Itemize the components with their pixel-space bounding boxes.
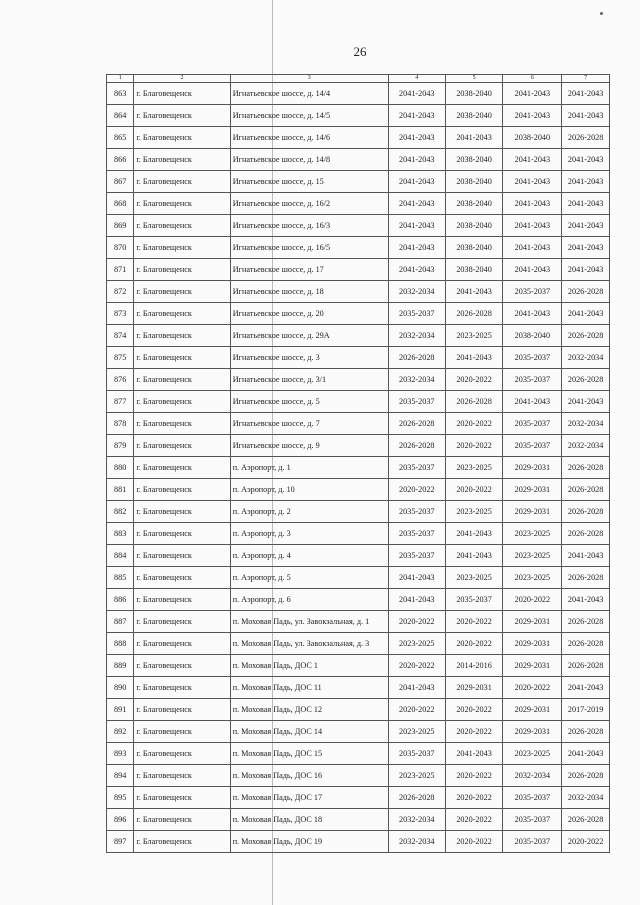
period-cell: 2035-2037 [388, 391, 445, 413]
address-cell: Игнатьевское шоссе, д. 16/3 [230, 215, 388, 237]
period-cell: 2041-2043 [388, 171, 445, 193]
city-cell: г. Благовещенск [134, 303, 230, 325]
table-row [107, 699, 610, 721]
row-number: 878 [107, 413, 134, 435]
row-number: 874 [107, 325, 134, 347]
row-number: 864 [107, 105, 134, 127]
period-cell: 2041-2043 [503, 193, 562, 215]
header-cell: 1 [107, 75, 134, 83]
table-row [107, 149, 610, 171]
header-cell: 6 [503, 75, 562, 83]
period-cell: 2032-2034 [388, 369, 445, 391]
period-cell: 2032-2034 [388, 281, 445, 303]
address-cell: п. Аэропорт, д. 2 [230, 501, 388, 523]
address-cell: п. Аэропорт, д. 6 [230, 589, 388, 611]
city-cell: г. Благовещенск [134, 743, 230, 765]
period-cell: 2026-2028 [388, 347, 445, 369]
period-cell: 2041-2043 [388, 127, 445, 149]
period-cell: 2029-2031 [503, 457, 562, 479]
row-number: 873 [107, 303, 134, 325]
row-number: 866 [107, 149, 134, 171]
table-row [107, 655, 610, 677]
period-cell: 2041-2043 [562, 259, 610, 281]
table-row [107, 171, 610, 193]
address-cell: Игнатьевское шоссе, д. 14/4 [230, 83, 388, 105]
table-row [107, 215, 610, 237]
period-cell: 2041-2043 [503, 83, 562, 105]
header-cell: 4 [388, 75, 445, 83]
period-cell: 2020-2022 [445, 809, 503, 831]
period-cell: 2041-2043 [562, 391, 610, 413]
period-cell: 2041-2043 [388, 589, 445, 611]
period-cell: 2035-2037 [503, 369, 562, 391]
row-number: 870 [107, 237, 134, 259]
period-cell: 2026-2028 [562, 721, 610, 743]
period-cell: 2023-2025 [503, 743, 562, 765]
period-cell: 2026-2028 [562, 479, 610, 501]
period-cell: 2041-2043 [503, 391, 562, 413]
table-row [107, 391, 610, 413]
row-number: 876 [107, 369, 134, 391]
address-cell: п. Моховая Падь, ДОС 15 [230, 743, 388, 765]
address-cell: Игнатьевское шоссе, д. 3/1 [230, 369, 388, 391]
period-cell: 2023-2025 [503, 523, 562, 545]
city-cell: г. Благовещенск [134, 699, 230, 721]
row-number: 888 [107, 633, 134, 655]
period-cell: 2026-2028 [445, 303, 503, 325]
period-cell: 2041-2043 [562, 171, 610, 193]
period-cell: 2026-2028 [388, 787, 445, 809]
address-cell: Игнатьевское шоссе, д. 29А [230, 325, 388, 347]
table-row [107, 567, 610, 589]
table-row [107, 347, 610, 369]
period-cell: 2023-2025 [388, 633, 445, 655]
address-cell: Игнатьевское шоссе, д. 20 [230, 303, 388, 325]
period-cell: 2032-2034 [562, 787, 610, 809]
address-cell: п. Моховая Падь, ДОС 19 [230, 831, 388, 853]
city-cell: г. Благовещенск [134, 171, 230, 193]
period-cell: 2032-2034 [388, 831, 445, 853]
period-cell: 2020-2022 [445, 413, 503, 435]
period-cell: 2020-2022 [445, 699, 503, 721]
period-cell: 2041-2043 [388, 215, 445, 237]
city-cell: г. Благовещенск [134, 105, 230, 127]
row-number: 877 [107, 391, 134, 413]
address-cell: п. Моховая Падь, ДОС 16 [230, 765, 388, 787]
period-cell: 2035-2037 [503, 809, 562, 831]
period-cell: 2029-2031 [503, 611, 562, 633]
period-cell: 2038-2040 [445, 193, 503, 215]
period-cell: 2035-2037 [503, 347, 562, 369]
table-body [107, 75, 610, 853]
address-cell: п. Моховая Падь, ДОС 18 [230, 809, 388, 831]
table-row [107, 523, 610, 545]
period-cell: 2041-2043 [562, 83, 610, 105]
address-cell: Игнатьевское шоссе, д. 16/2 [230, 193, 388, 215]
city-cell: г. Благовещенск [134, 391, 230, 413]
period-cell: 2032-2034 [562, 435, 610, 457]
period-cell: 2041-2043 [562, 215, 610, 237]
period-cell: 2020-2022 [445, 611, 503, 633]
table-row [107, 413, 610, 435]
address-cell: п. Моховая Падь, ДОС 14 [230, 721, 388, 743]
city-cell: г. Благовещенск [134, 831, 230, 853]
period-cell: 2035-2037 [388, 523, 445, 545]
period-cell: 2035-2037 [503, 281, 562, 303]
period-cell: 2023-2025 [503, 545, 562, 567]
row-number: 889 [107, 655, 134, 677]
table-row [107, 479, 610, 501]
period-cell: 2041-2043 [562, 677, 610, 699]
row-number: 881 [107, 479, 134, 501]
period-cell: 2032-2034 [503, 765, 562, 787]
row-number: 887 [107, 611, 134, 633]
period-cell: 2029-2031 [503, 479, 562, 501]
city-cell: г. Благовещенск [134, 787, 230, 809]
row-number: 868 [107, 193, 134, 215]
city-cell: г. Благовещенск [134, 127, 230, 149]
period-cell: 2041-2043 [445, 743, 503, 765]
period-cell: 2041-2043 [562, 149, 610, 171]
period-cell: 2020-2022 [503, 589, 562, 611]
period-cell: 2041-2043 [445, 127, 503, 149]
period-cell: 2023-2025 [445, 457, 503, 479]
period-cell: 2041-2043 [388, 83, 445, 105]
city-cell: г. Благовещенск [134, 721, 230, 743]
period-cell: 2026-2028 [562, 457, 610, 479]
period-cell: 2041-2043 [503, 259, 562, 281]
city-cell: г. Благовещенск [134, 765, 230, 787]
row-number: 886 [107, 589, 134, 611]
period-cell: 2026-2028 [562, 809, 610, 831]
header-cell: 7 [562, 75, 610, 83]
period-cell: 2041-2043 [388, 149, 445, 171]
table-row [107, 457, 610, 479]
row-number: 883 [107, 523, 134, 545]
period-cell: 2035-2037 [503, 435, 562, 457]
row-number: 865 [107, 127, 134, 149]
period-cell: 2041-2043 [388, 567, 445, 589]
table-row [107, 369, 610, 391]
city-cell: г. Благовещенск [134, 281, 230, 303]
period-cell: 2026-2028 [562, 633, 610, 655]
city-cell: г. Благовещенск [134, 325, 230, 347]
period-cell: 2041-2043 [562, 589, 610, 611]
period-cell: 2026-2028 [562, 369, 610, 391]
period-cell: 2026-2028 [562, 281, 610, 303]
address-cell: п. Аэропорт, д. 10 [230, 479, 388, 501]
period-cell: 2032-2034 [388, 809, 445, 831]
period-cell: 2035-2037 [503, 413, 562, 435]
row-number: 871 [107, 259, 134, 281]
page-number: 26 [353, 44, 367, 59]
address-cell: п. Моховая Падь, ДОС 12 [230, 699, 388, 721]
city-cell: г. Благовещенск [134, 215, 230, 237]
city-cell: г. Благовещенск [134, 611, 230, 633]
period-cell: 2038-2040 [445, 237, 503, 259]
header-cell: 5 [445, 75, 503, 83]
period-cell: 2020-2022 [445, 633, 503, 655]
scan-speck [600, 12, 603, 15]
period-cell: 2038-2040 [503, 325, 562, 347]
row-number: 884 [107, 545, 134, 567]
table-row [107, 127, 610, 149]
address-cell: Игнатьевское шоссе, д. 18 [230, 281, 388, 303]
row-number: 863 [107, 83, 134, 105]
header-cell: 2 [134, 75, 230, 83]
address-cell: Игнатьевское шоссе, д. 7 [230, 413, 388, 435]
city-cell: г. Благовещенск [134, 501, 230, 523]
period-cell: 2041-2043 [388, 105, 445, 127]
address-cell: Игнатьевское шоссе, д. 5 [230, 391, 388, 413]
table-row [107, 83, 610, 105]
city-cell: г. Благовещенск [134, 369, 230, 391]
period-cell: 2026-2028 [562, 765, 610, 787]
city-cell: г. Благовещенск [134, 413, 230, 435]
period-cell: 2023-2025 [445, 325, 503, 347]
period-cell: 2020-2022 [388, 479, 445, 501]
period-cell: 2041-2043 [503, 171, 562, 193]
header-cell: 3 [230, 75, 388, 83]
period-cell: 2020-2022 [445, 721, 503, 743]
address-cell: п. Аэропорт, д. 4 [230, 545, 388, 567]
address-cell: п. Аэропорт, д. 3 [230, 523, 388, 545]
period-cell: 2038-2040 [445, 171, 503, 193]
city-cell: г. Благовещенск [134, 809, 230, 831]
period-cell: 2038-2040 [445, 215, 503, 237]
row-number: 893 [107, 743, 134, 765]
period-cell: 2020-2022 [445, 831, 503, 853]
table-row [107, 105, 610, 127]
row-number: 880 [107, 457, 134, 479]
table-row [107, 743, 610, 765]
header-row [107, 75, 610, 83]
table-row [107, 831, 610, 853]
period-cell: 2020-2022 [388, 655, 445, 677]
city-cell: г. Благовещенск [134, 83, 230, 105]
period-cell: 2020-2022 [445, 479, 503, 501]
period-cell: 2038-2040 [445, 83, 503, 105]
table-row [107, 545, 610, 567]
period-cell: 2023-2025 [388, 765, 445, 787]
city-cell: г. Благовещенск [134, 545, 230, 567]
period-cell: 2014-2016 [445, 655, 503, 677]
period-cell: 2041-2043 [562, 193, 610, 215]
period-cell: 2038-2040 [445, 105, 503, 127]
period-cell: 2035-2037 [388, 743, 445, 765]
table-row [107, 765, 610, 787]
row-number: 885 [107, 567, 134, 589]
row-number: 890 [107, 677, 134, 699]
address-cell: п. Моховая Падь, ул. Завокзальная, д. 3 [230, 633, 388, 655]
address-cell: п. Моховая Падь, ул. Завокзальная, д. 1 [230, 611, 388, 633]
table-row [107, 589, 610, 611]
period-cell: 2041-2043 [503, 303, 562, 325]
period-cell: 2026-2028 [562, 611, 610, 633]
address-cell: п. Моховая Падь, ДОС 1 [230, 655, 388, 677]
period-cell: 2020-2022 [388, 699, 445, 721]
city-cell: г. Благовещенск [134, 237, 230, 259]
period-cell: 2041-2043 [388, 193, 445, 215]
table-row [107, 259, 610, 281]
row-number: 872 [107, 281, 134, 303]
period-cell: 2038-2040 [445, 259, 503, 281]
address-cell: Игнатьевское шоссе, д. 3 [230, 347, 388, 369]
period-cell: 2032-2034 [562, 413, 610, 435]
period-cell: 2026-2028 [388, 413, 445, 435]
period-cell: 2041-2043 [445, 523, 503, 545]
address-cell: п. Моховая Падь, ДОС 17 [230, 787, 388, 809]
period-cell: 2026-2028 [445, 391, 503, 413]
address-cell: Игнатьевское шоссе, д. 14/8 [230, 149, 388, 171]
period-cell: 2035-2037 [503, 831, 562, 853]
address-cell: Игнатьевское шоссе, д. 14/6 [230, 127, 388, 149]
row-number: 894 [107, 765, 134, 787]
period-cell: 2041-2043 [445, 281, 503, 303]
period-cell: 2020-2022 [445, 787, 503, 809]
period-cell: 2041-2043 [445, 347, 503, 369]
row-number: 875 [107, 347, 134, 369]
period-cell: 2035-2037 [388, 545, 445, 567]
period-cell: 2020-2022 [445, 765, 503, 787]
row-number: 869 [107, 215, 134, 237]
row-number: 897 [107, 831, 134, 853]
period-cell: 2038-2040 [445, 149, 503, 171]
period-cell: 2041-2043 [503, 105, 562, 127]
period-cell: 2041-2043 [562, 743, 610, 765]
period-cell: 2041-2043 [562, 105, 610, 127]
period-cell: 2041-2043 [503, 149, 562, 171]
period-cell: 2020-2022 [503, 677, 562, 699]
period-cell: 2032-2034 [388, 325, 445, 347]
period-cell: 2029-2031 [503, 501, 562, 523]
period-cell: 2035-2037 [503, 787, 562, 809]
table-row [107, 435, 610, 457]
city-cell: г. Благовещенск [134, 633, 230, 655]
city-cell: г. Благовещенск [134, 677, 230, 699]
row-number: 879 [107, 435, 134, 457]
city-cell: г. Благовещенск [134, 347, 230, 369]
address-cell: п. Моховая Падь, ДОС 11 [230, 677, 388, 699]
row-number: 895 [107, 787, 134, 809]
address-cell: п. Аэропорт, д. 5 [230, 567, 388, 589]
address-cell: п. Аэропорт, д. 1 [230, 457, 388, 479]
city-cell: г. Благовещенск [134, 479, 230, 501]
period-cell: 2023-2025 [388, 721, 445, 743]
period-cell: 2041-2043 [562, 303, 610, 325]
period-cell: 2041-2043 [562, 545, 610, 567]
period-cell: 2026-2028 [562, 127, 610, 149]
period-cell: 2020-2022 [445, 435, 503, 457]
table-row [107, 193, 610, 215]
period-cell: 2029-2031 [503, 633, 562, 655]
table-row [107, 633, 610, 655]
address-cell: Игнатьевское шоссе, д. 14/5 [230, 105, 388, 127]
address-cell: Игнатьевское шоссе, д. 15 [230, 171, 388, 193]
address-cell: Игнатьевское шоссе, д. 17 [230, 259, 388, 281]
table-row [107, 325, 610, 347]
period-cell: 2029-2031 [503, 655, 562, 677]
address-cell: Игнатьевское шоссе, д. 9 [230, 435, 388, 457]
row-number: 882 [107, 501, 134, 523]
period-cell: 2023-2025 [445, 501, 503, 523]
table-row [107, 809, 610, 831]
city-cell: г. Благовещенск [134, 149, 230, 171]
period-cell: 2026-2028 [562, 567, 610, 589]
city-cell: г. Благовещенск [134, 259, 230, 281]
row-number: 896 [107, 809, 134, 831]
period-cell: 2041-2043 [445, 545, 503, 567]
period-cell: 2032-2034 [562, 347, 610, 369]
period-cell: 2035-2037 [388, 457, 445, 479]
period-cell: 2017-2019 [562, 699, 610, 721]
period-cell: 2029-2031 [445, 677, 503, 699]
period-cell: 2035-2037 [445, 589, 503, 611]
period-cell: 2041-2043 [503, 215, 562, 237]
period-cell: 2023-2025 [503, 567, 562, 589]
table-row [107, 611, 610, 633]
schedule-table [106, 74, 610, 853]
table-row [107, 501, 610, 523]
table-row [107, 237, 610, 259]
period-cell: 2038-2040 [503, 127, 562, 149]
city-cell: г. Благовещенск [134, 193, 230, 215]
period-cell: 2035-2037 [388, 501, 445, 523]
city-cell: г. Благовещенск [134, 457, 230, 479]
table-row [107, 281, 610, 303]
city-cell: г. Благовещенск [134, 589, 230, 611]
period-cell: 2035-2037 [388, 303, 445, 325]
period-cell: 2029-2031 [503, 699, 562, 721]
period-cell: 2026-2028 [562, 325, 610, 347]
period-cell: 2026-2028 [388, 435, 445, 457]
address-cell: Игнатьевское шоссе, д. 16/5 [230, 237, 388, 259]
period-cell: 2020-2022 [445, 369, 503, 391]
table-row [107, 787, 610, 809]
row-number: 892 [107, 721, 134, 743]
period-cell: 2041-2043 [388, 677, 445, 699]
table-row [107, 303, 610, 325]
period-cell: 2020-2022 [388, 611, 445, 633]
city-cell: г. Благовещенск [134, 655, 230, 677]
period-cell: 2041-2043 [503, 237, 562, 259]
row-number: 867 [107, 171, 134, 193]
city-cell: г. Благовещенск [134, 435, 230, 457]
city-cell: г. Благовещенск [134, 567, 230, 589]
row-number: 891 [107, 699, 134, 721]
period-cell: 2026-2028 [562, 501, 610, 523]
period-cell: 2041-2043 [388, 237, 445, 259]
period-cell: 2023-2025 [445, 567, 503, 589]
period-cell: 2026-2028 [562, 523, 610, 545]
table-row [107, 721, 610, 743]
city-cell: г. Благовещенск [134, 523, 230, 545]
period-cell: 2026-2028 [562, 655, 610, 677]
period-cell: 2029-2031 [503, 721, 562, 743]
period-cell: 2041-2043 [388, 259, 445, 281]
table-row [107, 677, 610, 699]
period-cell: 2020-2022 [562, 831, 610, 853]
period-cell: 2041-2043 [562, 237, 610, 259]
